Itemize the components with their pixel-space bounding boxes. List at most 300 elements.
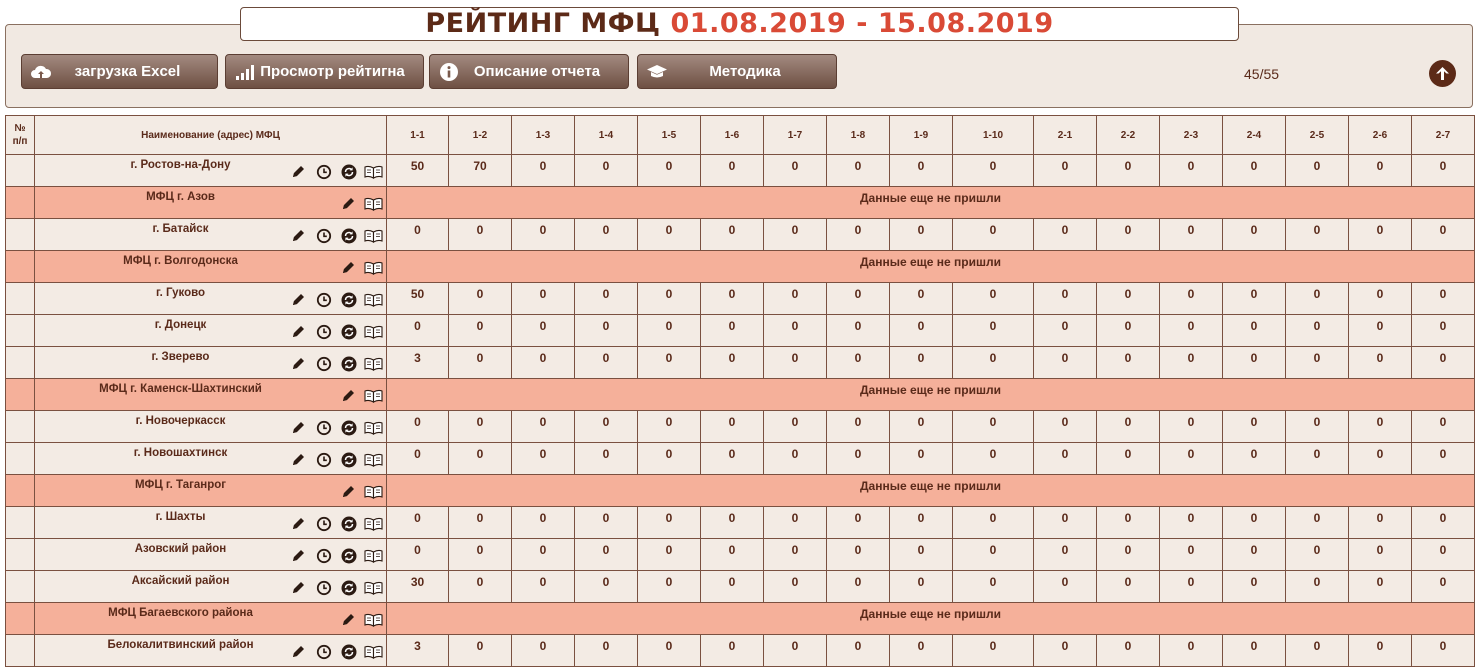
value-cell: 0: [1349, 571, 1412, 603]
pencil-icon[interactable]: [339, 195, 358, 212]
value-cell: 0: [827, 155, 890, 187]
value-cell: 0: [638, 283, 701, 315]
row-actions: [289, 227, 383, 244]
value-cell: 0: [1160, 539, 1223, 571]
value-cell: 0: [827, 411, 890, 443]
table-row: [6, 635, 1475, 667]
value-cell: 0: [1034, 635, 1097, 667]
office-name: Белокалитвинский район: [107, 639, 254, 651]
row-number-cell: [6, 315, 35, 347]
view-rating-label: Просмотр рейтигна: [260, 63, 405, 80]
excel-download-label: загрузка Excel: [74, 63, 181, 80]
value-cell: 0: [1160, 635, 1223, 667]
value-cell: 0: [638, 347, 701, 379]
value-cell: 0: [953, 571, 1034, 603]
value-cell: 0: [827, 539, 890, 571]
value-cell: 0: [1160, 347, 1223, 379]
value-cell: 0: [953, 347, 1034, 379]
office-name-cell: [35, 155, 387, 187]
row-actions: [339, 195, 383, 212]
table-row-missing: [6, 379, 1475, 411]
value-cell: 0: [449, 411, 512, 443]
value-cell: 0: [512, 571, 575, 603]
value-cell: 0: [449, 283, 512, 315]
pencil-icon[interactable]: [289, 643, 308, 660]
value-cell: 0: [638, 635, 701, 667]
value-cell: 0: [1286, 635, 1349, 667]
column-header: 1-6: [701, 116, 764, 155]
value-cell: 0: [1286, 507, 1349, 539]
value-cell: 0: [512, 219, 575, 251]
pencil-icon[interactable]: [289, 419, 308, 436]
column-header: 1-5: [638, 116, 701, 155]
row-number-cell: [6, 539, 35, 571]
book-icon[interactable]: [364, 419, 383, 436]
value-cell: 0: [1412, 635, 1475, 667]
pencil-icon[interactable]: [289, 547, 308, 564]
office-name: г. Шахты: [155, 511, 206, 523]
excel-download-button[interactable]: [21, 54, 218, 89]
report-description-button[interactable]: [429, 54, 629, 89]
value-cell: 0: [890, 507, 953, 539]
pencil-icon[interactable]: [289, 163, 308, 180]
row-actions: [339, 387, 383, 404]
clock-icon[interactable]: [314, 163, 333, 180]
row-number-cell: [6, 187, 35, 219]
refresh-icon[interactable]: [339, 547, 358, 564]
clock-icon[interactable]: [314, 579, 333, 596]
value-cell: 0: [575, 571, 638, 603]
row-actions: [289, 547, 383, 564]
row-number-cell: [6, 475, 35, 507]
row-actions: [289, 451, 383, 468]
refresh-icon[interactable]: [339, 163, 358, 180]
column-header: 1-1: [387, 116, 449, 155]
clock-icon[interactable]: [314, 227, 333, 244]
table-row: [6, 571, 1475, 603]
pencil-icon[interactable]: [339, 387, 358, 404]
value-cell: 0: [764, 283, 827, 315]
value-cell: 0: [1034, 411, 1097, 443]
row-actions: [339, 483, 383, 500]
clock-icon[interactable]: [314, 355, 333, 372]
value-cell: 0: [638, 219, 701, 251]
missing-data-message: Данные еще не пришли: [387, 603, 1475, 635]
refresh-icon[interactable]: [339, 291, 358, 308]
book-icon[interactable]: [364, 291, 383, 308]
value-cell: 0: [827, 635, 890, 667]
value-cell: 0: [638, 571, 701, 603]
refresh-icon[interactable]: [339, 643, 358, 660]
column-header: 2-4: [1223, 116, 1286, 155]
value-cell: 0: [1223, 219, 1286, 251]
value-cell: 0: [512, 443, 575, 475]
office-name: г. Батайск: [152, 223, 209, 235]
report-description-label: Описание отчета: [473, 63, 601, 80]
missing-data-message: Данные еще не пришли: [387, 251, 1475, 283]
value-cell: 0: [1412, 411, 1475, 443]
book-icon[interactable]: [364, 387, 383, 404]
value-cell: 0: [638, 315, 701, 347]
row-actions: [289, 579, 383, 596]
value-cell: 3: [387, 347, 449, 379]
value-cell: 0: [764, 219, 827, 251]
value-cell: 0: [387, 507, 449, 539]
value-cell: 0: [890, 635, 953, 667]
value-cell: 0: [953, 315, 1034, 347]
book-icon[interactable]: [364, 323, 383, 340]
value-cell: 0: [449, 219, 512, 251]
row-number-cell: [6, 155, 35, 187]
row-actions: [289, 515, 383, 532]
value-cell: 0: [1034, 347, 1097, 379]
value-cell: 0: [1223, 411, 1286, 443]
page-title: [240, 7, 1239, 41]
value-cell: 0: [1034, 155, 1097, 187]
value-cell: 0: [953, 219, 1034, 251]
table-row-missing: [6, 475, 1475, 507]
value-cell: 0: [1286, 283, 1349, 315]
pencil-icon[interactable]: [339, 611, 358, 628]
value-cell: 0: [1223, 315, 1286, 347]
value-cell: 0: [1412, 315, 1475, 347]
value-cell: 0: [1097, 219, 1160, 251]
value-cell: 0: [387, 315, 449, 347]
value-cell: 0: [387, 411, 449, 443]
value-cell: 0: [387, 219, 449, 251]
value-cell: 0: [1034, 283, 1097, 315]
value-cell: 0: [701, 347, 764, 379]
value-cell: 0: [764, 155, 827, 187]
value-cell: 0: [827, 571, 890, 603]
value-cell: 0: [1349, 411, 1412, 443]
refresh-icon[interactable]: [339, 579, 358, 596]
value-cell: 0: [1349, 155, 1412, 187]
book-icon[interactable]: [364, 163, 383, 180]
pencil-icon[interactable]: [289, 355, 308, 372]
book-icon[interactable]: [364, 643, 383, 660]
value-cell: 0: [1412, 347, 1475, 379]
value-cell: 0: [953, 411, 1034, 443]
value-cell: 0: [449, 443, 512, 475]
missing-data-message: Данные еще не пришли: [387, 187, 1475, 219]
value-cell: 0: [764, 635, 827, 667]
clock-icon[interactable]: [314, 323, 333, 340]
value-cell: 0: [638, 443, 701, 475]
value-cell: 0: [1223, 155, 1286, 187]
value-cell: 0: [827, 283, 890, 315]
value-cell: 0: [1349, 219, 1412, 251]
arrow-up-circle-icon: [1434, 65, 1451, 82]
row-number-cell: [6, 443, 35, 475]
row-actions: [289, 163, 383, 180]
value-cell: 50: [387, 155, 449, 187]
value-cell: 0: [512, 347, 575, 379]
scroll-up-button[interactable]: [1429, 60, 1456, 87]
row-number-cell: [6, 219, 35, 251]
value-cell: 0: [1160, 315, 1223, 347]
value-cell: 0: [449, 507, 512, 539]
value-cell: 0: [1160, 443, 1223, 475]
pencil-icon[interactable]: [289, 323, 308, 340]
info-icon: [438, 61, 460, 83]
table-body: [6, 155, 1475, 667]
office-name-cell: [35, 187, 387, 219]
value-cell: 0: [575, 507, 638, 539]
value-cell: 0: [890, 283, 953, 315]
value-cell: 0: [827, 315, 890, 347]
methodology-button[interactable]: [637, 54, 837, 89]
refresh-icon[interactable]: [339, 419, 358, 436]
value-cell: 0: [1097, 347, 1160, 379]
value-cell: 0: [575, 347, 638, 379]
value-cell: 0: [764, 443, 827, 475]
office-name: МФЦ г. Азов: [146, 191, 215, 203]
clock-icon[interactable]: [314, 515, 333, 532]
column-header: 2-7: [1412, 116, 1475, 155]
value-cell: 0: [953, 539, 1034, 571]
clock-icon[interactable]: [314, 291, 333, 308]
value-cell: 0: [890, 411, 953, 443]
table-row: [6, 347, 1475, 379]
value-cell: 70: [449, 155, 512, 187]
office-name: г. Донецк: [154, 319, 207, 331]
value-cell: 0: [1286, 219, 1349, 251]
cloud-upload-icon: [30, 61, 52, 83]
row-number-cell: [6, 635, 35, 667]
column-header: 2-3: [1160, 116, 1223, 155]
rating-table: [5, 115, 1475, 667]
page-counter: 45/55: [1244, 66, 1280, 82]
value-cell: 0: [575, 539, 638, 571]
table-row: [6, 507, 1475, 539]
value-cell: 0: [512, 635, 575, 667]
value-cell: 0: [701, 507, 764, 539]
refresh-icon[interactable]: [339, 515, 358, 532]
value-cell: 0: [701, 635, 764, 667]
value-cell: 50: [387, 283, 449, 315]
value-cell: 0: [1286, 315, 1349, 347]
pencil-icon[interactable]: [289, 515, 308, 532]
table-row: [6, 539, 1475, 571]
value-cell: 0: [638, 155, 701, 187]
book-icon[interactable]: [364, 195, 383, 212]
value-cell: 0: [449, 635, 512, 667]
book-icon[interactable]: [364, 611, 383, 628]
value-cell: 0: [1097, 571, 1160, 603]
office-name-cell: [35, 571, 387, 603]
value-cell: 0: [1412, 283, 1475, 315]
row-actions: [339, 611, 383, 628]
title-dates: 01.08.2019 - 15.08.2019: [670, 8, 1054, 39]
value-cell: 0: [1097, 155, 1160, 187]
value-cell: 0: [1223, 443, 1286, 475]
value-cell: 0: [512, 155, 575, 187]
value-cell: 0: [1349, 315, 1412, 347]
office-name: МФЦ г. Таганрог: [134, 479, 227, 491]
value-cell: 0: [449, 315, 512, 347]
value-cell: 0: [890, 347, 953, 379]
value-cell: 0: [953, 635, 1034, 667]
office-name-cell: [35, 443, 387, 475]
pencil-icon[interactable]: [289, 291, 308, 308]
value-cell: 0: [701, 283, 764, 315]
value-cell: 0: [512, 539, 575, 571]
missing-data-message: Данные еще не пришли: [387, 379, 1475, 411]
value-cell: 0: [827, 219, 890, 251]
value-cell: 0: [1034, 219, 1097, 251]
value-cell: 0: [890, 219, 953, 251]
office-name: г. Новочеркасск: [135, 415, 226, 427]
value-cell: 0: [1412, 539, 1475, 571]
row-number-cell: [6, 283, 35, 315]
value-cell: 0: [1160, 411, 1223, 443]
refresh-icon[interactable]: [339, 355, 358, 372]
table-row-missing: [6, 603, 1475, 635]
value-cell: 0: [1160, 571, 1223, 603]
book-icon[interactable]: [364, 547, 383, 564]
book-icon[interactable]: [364, 483, 383, 500]
value-cell: 0: [764, 539, 827, 571]
value-cell: 0: [1097, 539, 1160, 571]
office-name-cell: [35, 219, 387, 251]
table-row: [6, 315, 1475, 347]
value-cell: 0: [1097, 411, 1160, 443]
value-cell: 0: [890, 539, 953, 571]
value-cell: 0: [512, 507, 575, 539]
clock-icon[interactable]: [314, 451, 333, 468]
value-cell: 0: [1349, 507, 1412, 539]
value-cell: 0: [1034, 571, 1097, 603]
clock-icon[interactable]: [314, 643, 333, 660]
value-cell: 0: [1223, 635, 1286, 667]
value-cell: 0: [1349, 635, 1412, 667]
value-cell: 0: [1223, 347, 1286, 379]
value-cell: 0: [1034, 539, 1097, 571]
value-cell: 0: [1286, 155, 1349, 187]
column-header: 1-8: [827, 116, 890, 155]
book-icon[interactable]: [364, 451, 383, 468]
row-number-cell: [6, 411, 35, 443]
pencil-icon[interactable]: [339, 259, 358, 276]
value-cell: 0: [890, 443, 953, 475]
column-header: 2-1: [1034, 116, 1097, 155]
pencil-icon[interactable]: [289, 227, 308, 244]
row-actions: [289, 291, 383, 308]
value-cell: 0: [575, 155, 638, 187]
value-cell: 0: [701, 443, 764, 475]
value-cell: 0: [1412, 507, 1475, 539]
office-name-cell: [35, 347, 387, 379]
value-cell: 0: [1349, 347, 1412, 379]
book-icon[interactable]: [364, 515, 383, 532]
value-cell: 0: [953, 507, 1034, 539]
office-name-cell: [35, 635, 387, 667]
value-cell: 0: [1349, 283, 1412, 315]
table-row: [6, 283, 1475, 315]
value-cell: 0: [701, 539, 764, 571]
book-icon[interactable]: [364, 227, 383, 244]
office-name: г. Новошахтинск: [133, 447, 228, 459]
value-cell: 0: [449, 571, 512, 603]
value-cell: 0: [701, 315, 764, 347]
refresh-icon[interactable]: [339, 323, 358, 340]
refresh-icon[interactable]: [339, 451, 358, 468]
clock-icon[interactable]: [314, 547, 333, 564]
office-name: г. Гуково: [155, 287, 206, 299]
value-cell: 0: [890, 315, 953, 347]
refresh-icon[interactable]: [339, 227, 358, 244]
value-cell: 0: [1286, 347, 1349, 379]
pencil-icon[interactable]: [289, 451, 308, 468]
row-number-cell: [6, 347, 35, 379]
column-header: 1-2: [449, 116, 512, 155]
value-cell: 0: [1097, 283, 1160, 315]
book-icon[interactable]: [364, 355, 383, 372]
value-cell: 0: [827, 443, 890, 475]
value-cell: 0: [1412, 219, 1475, 251]
title-main: РЕЙТИНГ МФЦ: [425, 8, 661, 39]
office-name-cell: [35, 411, 387, 443]
view-rating-button[interactable]: [225, 54, 424, 89]
office-name-cell: [35, 379, 387, 411]
value-cell: 0: [1412, 443, 1475, 475]
value-cell: 0: [387, 443, 449, 475]
value-cell: 0: [953, 283, 1034, 315]
column-header: 1-10: [953, 116, 1034, 155]
table-row: [6, 155, 1475, 187]
value-cell: 0: [449, 539, 512, 571]
value-cell: 0: [1349, 539, 1412, 571]
value-cell: 0: [575, 283, 638, 315]
row-number-cell: [6, 603, 35, 635]
value-cell: 0: [638, 507, 701, 539]
value-cell: 0: [1286, 411, 1349, 443]
value-cell: 0: [638, 539, 701, 571]
value-cell: 0: [827, 507, 890, 539]
value-cell: 0: [827, 347, 890, 379]
value-cell: 0: [575, 219, 638, 251]
value-cell: 0: [1223, 507, 1286, 539]
bar-chart-icon: [234, 61, 256, 83]
book-icon[interactable]: [364, 579, 383, 596]
value-cell: 30: [387, 571, 449, 603]
name-column-header: Наименование (адрес) МФЦ: [35, 116, 387, 155]
value-cell: 0: [764, 507, 827, 539]
value-cell: 0: [1034, 315, 1097, 347]
clock-icon[interactable]: [314, 419, 333, 436]
value-cell: 0: [1097, 315, 1160, 347]
table-header-row: [6, 116, 1475, 155]
office-name: г. Зверево: [151, 351, 210, 363]
pencil-icon[interactable]: [339, 483, 358, 500]
value-cell: 3: [387, 635, 449, 667]
value-cell: 0: [953, 443, 1034, 475]
missing-data-message: Данные еще не пришли: [387, 475, 1475, 507]
value-cell: 0: [1160, 219, 1223, 251]
column-header: 1-7: [764, 116, 827, 155]
value-cell: 0: [1034, 507, 1097, 539]
book-icon[interactable]: [364, 259, 383, 276]
value-cell: 0: [575, 315, 638, 347]
value-cell: 0: [1412, 155, 1475, 187]
office-name: Аксайский район: [131, 575, 230, 587]
row-actions: [289, 323, 383, 340]
row-actions: [289, 419, 383, 436]
office-name: МФЦ г. Волгодонска: [123, 255, 238, 267]
pencil-icon[interactable]: [289, 579, 308, 596]
row-actions: [289, 643, 383, 660]
